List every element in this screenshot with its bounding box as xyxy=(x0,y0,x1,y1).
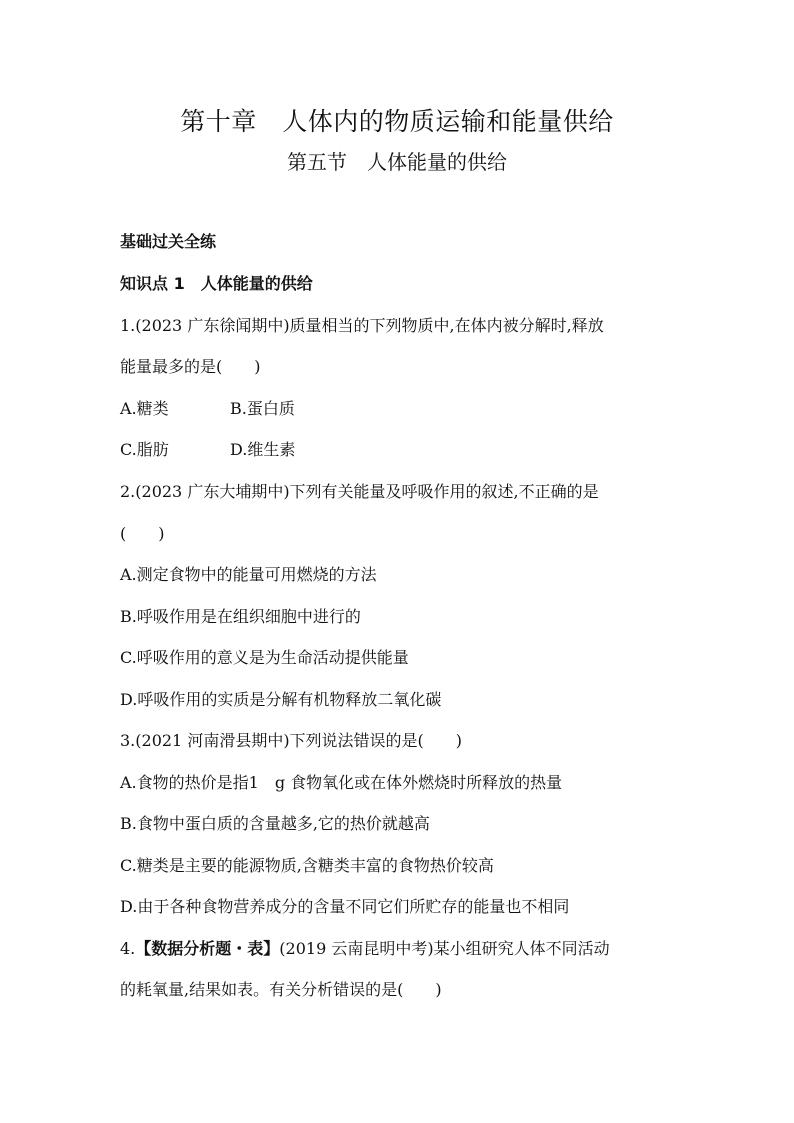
question-3-option-c: C.糖类是主要的能源物质,含糖类丰富的食物热价较高 xyxy=(120,856,494,875)
question-1-stem-line2: 能量最多的是( ) xyxy=(120,357,261,376)
question-1-option-c: C.脂肪 xyxy=(120,440,169,459)
question-4-number: 4. xyxy=(120,939,136,958)
question-2-option-b: B.呼吸作用是在组织细胞中进行的 xyxy=(120,607,361,626)
question-2-stem-line2: ( ) xyxy=(120,524,165,543)
question-4-stem-line1 xyxy=(120,939,610,959)
question-4-tag: 【数据分析题・表】 xyxy=(135,939,280,958)
knowledge-point-heading: 知识点 1 人体能量的供给 xyxy=(120,274,313,293)
question-3-option-d: D.由于各种食物营养成分的含量不同它们所贮存的能量也不相同 xyxy=(120,897,570,916)
question-4-stem-line2: 的耗氧量,结果如表。有关分析错误的是( ) xyxy=(120,980,442,999)
question-4-stem-rest: (2019 云南昆明中考)某小组研究人体不同活动 xyxy=(279,939,610,958)
question-2-option-a: A.测定食物中的能量可用燃烧的方法 xyxy=(120,565,377,584)
question-1-options-row2 xyxy=(120,440,295,460)
question-1-option-a: A.糖类 xyxy=(120,399,169,418)
question-1-options-row1 xyxy=(120,399,295,419)
question-2-option-c: C.呼吸作用的意义是为生命活动提供能量 xyxy=(120,648,409,667)
question-1-stem-line1: 1.(2023 广东徐闻期中)质量相当的下列物质中,在体内被分解时,释放 xyxy=(120,316,604,335)
question-2-stem-line1: 2.(2023 广东大埔期中)下列有关能量及呼吸作用的叙述,不正确的是 xyxy=(120,482,599,501)
question-2-option-d: D.呼吸作用的实质是分解有机物释放二氧化碳 xyxy=(120,690,442,709)
chapter-title: 第十章 人体内的物质运输和能量供给 xyxy=(180,107,614,136)
question-1-option-d: D.维生素 xyxy=(230,440,296,459)
question-3-stem: 3.(2021 河南滑县期中)下列说法错误的是( ) xyxy=(120,731,463,750)
question-3-option-b: B.食物中蛋白质的含量越多,它的热价就越高 xyxy=(120,814,430,833)
section-title: 第五节 人体能量的供给 xyxy=(287,150,507,174)
question-1-option-b: B.蛋白质 xyxy=(230,399,295,418)
question-3-option-a: A.食物的热价是指1 g 食物氧化或在体外燃烧时所释放的热量 xyxy=(120,773,563,792)
practice-heading: 基础过关全练 xyxy=(120,232,217,251)
